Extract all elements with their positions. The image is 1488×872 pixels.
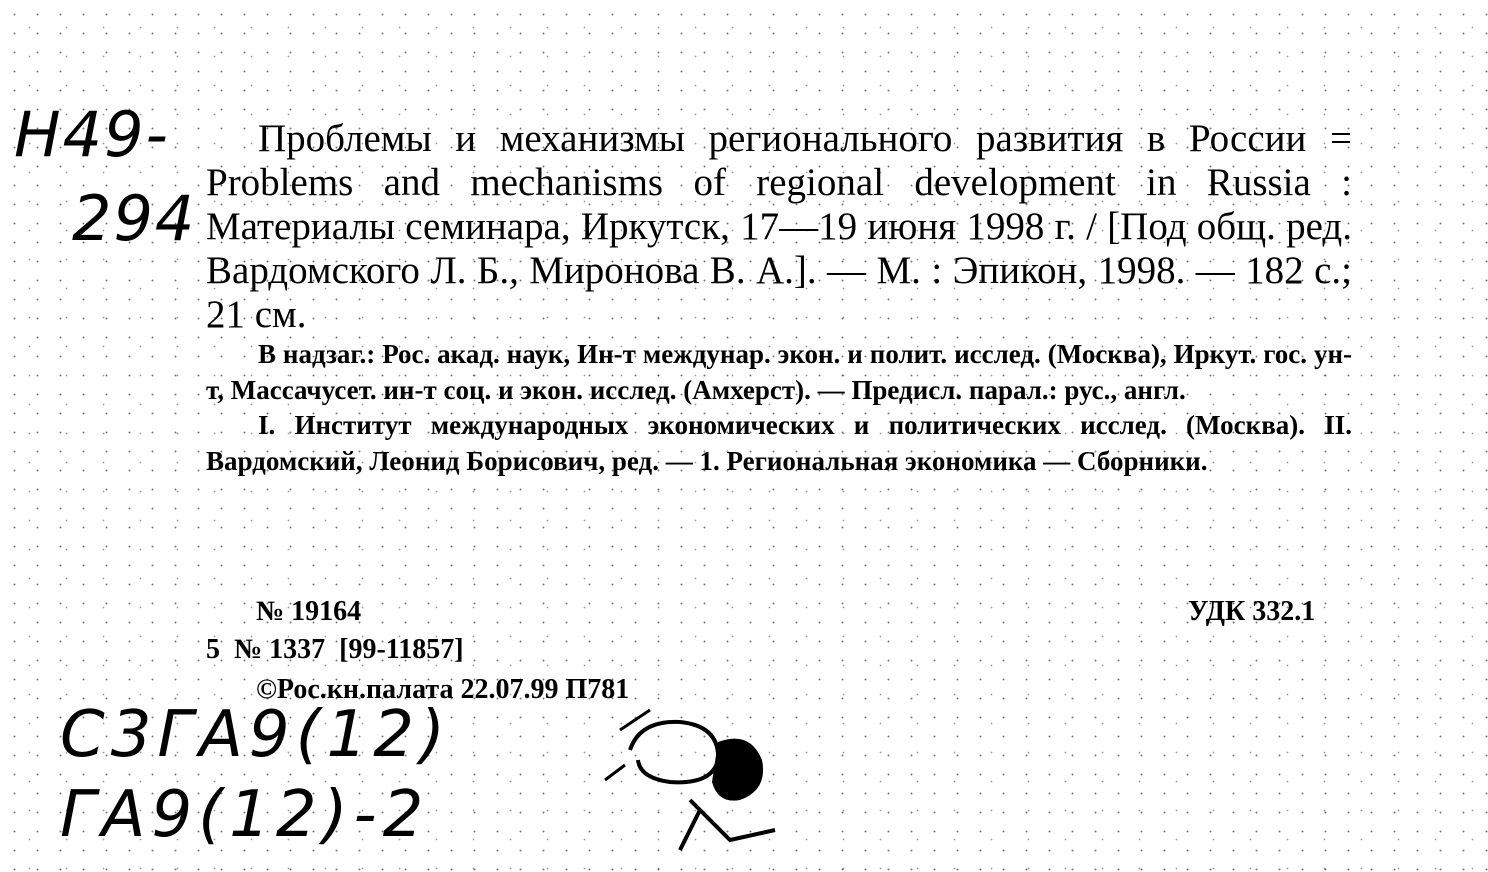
handwritten-mark-line2: ГА9(12)-2 xyxy=(60,778,430,852)
copyright-line: ©Рос.кн.палата 22.07.99 П781 xyxy=(256,674,630,705)
tracing-paragraph: I. Институт международных экономических и политических исслед. (Москва). II. Вардомский, Леонид Борисович, ред. — 1. Региональная экономика — Сборники. xyxy=(206,410,1352,476)
stamp-icon xyxy=(600,690,820,870)
note-paragraph: В надзаг.: Рос. акад. наук, Ин-т междунар. экон. и полит. исслед. (Москва), Иркут. гос. ун-т, Массачусет. ин-т соц. и экон. исслед. (Амхерст). — Предисл. парал.: рус., англ. xyxy=(206,339,1352,405)
copy-number: 5 № 1337 [99-11857] xyxy=(206,634,464,665)
handwritten-shelfmark-line2: 294 xyxy=(72,182,197,255)
card-number: № 19164 xyxy=(256,596,362,627)
handwritten-mark-line1: С3ГА9(12) xyxy=(60,698,451,772)
handwritten-shelfmark-line1: Н49- xyxy=(14,98,170,171)
udc-code: УДК 332.1 xyxy=(1188,596,1316,627)
notes-block xyxy=(206,337,1352,479)
bibliographic-title-block: Проблемы и механизмы регионального развития в России = Problems and mechanisms of regional development in Russia : Материалы семинара, Иркутск, 17—19 июня 1998 г. / [Под общ. ред. Вардомского Л. Б., Миронова В. А.]. — М. : Эпикон, 1998. — 182 с.; 21 см. xyxy=(206,117,1352,336)
